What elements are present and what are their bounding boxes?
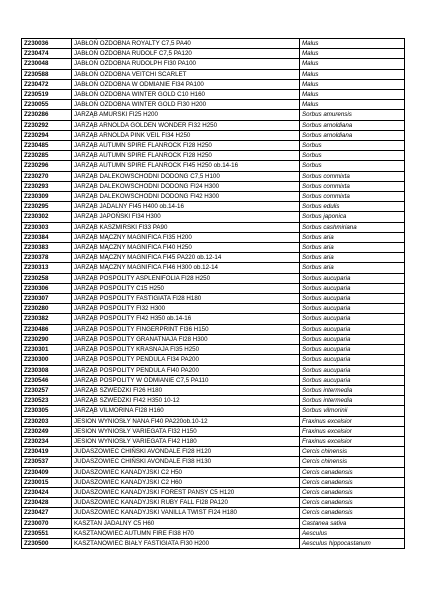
product-name-cell: JARZĄB DALEKOWSCHODNI DODONG FI42 H300 (72, 192, 300, 202)
product-name-cell: JARZĄB POSPOLITY GRANATNAJA FI28 H300 (72, 334, 300, 344)
product-table (21, 38, 405, 549)
latin-name-cell: Sorbus aucuparia (300, 294, 405, 304)
product-name-cell: JARZĄB SZWEDZKI FI42 H350 10-12 (72, 396, 300, 406)
product-code-cell: Z230419 (22, 447, 72, 457)
latin-name-cell: Sorbus aucuparia (300, 365, 405, 375)
product-name-cell: JARZĄB JADALNY FI45 H400 ob.14-16 (72, 202, 300, 212)
latin-name-cell: Sorbus edulis (300, 202, 405, 212)
product-name-cell: JARZĄB DALEKOWSCHODNI DODONG FI24 H300 (72, 181, 300, 191)
latin-name-cell: Malus (300, 59, 405, 69)
latin-name-cell: Sorbus commixta (300, 181, 405, 191)
product-name-cell: JARZĄB AMURSKI FI25 H200 (72, 110, 300, 120)
latin-name-cell: Sorbus cashmiriana (300, 222, 405, 232)
product-code-cell: Z230036 (22, 39, 72, 49)
latin-name-cell: Sorbus aria (300, 263, 405, 273)
product-code-cell: Z230070 (22, 518, 72, 528)
table-row (22, 334, 405, 344)
product-code-cell: Z230519 (22, 90, 72, 100)
product-name-cell: JESION WYNIOSŁY VARIEGATA FI42 H180 (72, 436, 300, 446)
table-row (22, 49, 405, 59)
product-name-cell: JABŁOŃ OZDOBNA W ODMIANIE FI34 PA100 (72, 79, 300, 89)
latin-name-cell: Sorbus aucuparia (300, 334, 405, 344)
product-code-cell: Z230249 (22, 426, 72, 436)
latin-name-cell: Malus (300, 49, 405, 59)
latin-name-cell: Sorbus (300, 151, 405, 161)
product-code-cell: Z230280 (22, 304, 72, 314)
product-name-cell: JARZĄB MĄCZNY MAGNIFICA FI46 H300 ob.12-14 (72, 263, 300, 273)
latin-name-cell: Cercis canadensis (300, 487, 405, 497)
table-row (22, 457, 405, 467)
table-row (22, 161, 405, 171)
latin-name-cell: Cercis canadensis (300, 477, 405, 487)
table-row (22, 385, 405, 395)
product-name-cell: JARZĄB POSPOLITY KRASNAJA FI35 H250 (72, 345, 300, 355)
table-row (22, 263, 405, 273)
product-code-cell: Z230308 (22, 365, 72, 375)
product-name-cell: JARZĄB POSPOLITY FINGERPRINT FI36 H150 (72, 324, 300, 334)
product-name-cell: JARZĄB ARNOLDA PINK VEIL FI34 H250 (72, 130, 300, 140)
table-row (22, 538, 405, 548)
latin-name-cell: Sorbus aria (300, 253, 405, 263)
product-name-cell: JARZĄB MĄCZNY MAGNIFICA FI35 H200 (72, 232, 300, 242)
table-row (22, 100, 405, 110)
latin-name-cell: Sorbus commixta (300, 192, 405, 202)
product-code-cell: Z230472 (22, 79, 72, 89)
product-name-cell: JARZĄB POSPOLITY FASTIGIATA FI28 H180 (72, 294, 300, 304)
product-code-cell: Z230307 (22, 294, 72, 304)
table-row (22, 406, 405, 416)
table-row (22, 294, 405, 304)
table-row (22, 365, 405, 375)
product-name-cell: JARZĄB MĄCZNY MAGNIFICA FI40 H250 (72, 243, 300, 253)
product-code-cell: Z230588 (22, 69, 72, 79)
product-name-cell: JUDASZOWIEC CHIŃSKI AVONDALE FI28 H120 (72, 447, 300, 457)
table-row (22, 120, 405, 130)
product-code-cell: Z230302 (22, 212, 72, 222)
product-code-cell: Z230234 (22, 436, 72, 446)
table-row (22, 273, 405, 283)
product-name-cell: JARZĄB JAPOŃSKI FI34 H300 (72, 212, 300, 222)
product-code-cell: Z230270 (22, 171, 72, 181)
table-row (22, 141, 405, 151)
table-row (22, 314, 405, 324)
table-row (22, 59, 405, 69)
latin-name-cell: Sorbus aucuparia (300, 273, 405, 283)
latin-name-cell: Sorbus aria (300, 243, 405, 253)
product-name-cell: JABŁOŃ OZDOBNA RUDOLPH FI30 PA100 (72, 59, 300, 69)
product-code-cell: Z230303 (22, 222, 72, 232)
product-name-cell: JARZĄB KASZMIRSKI FI33 PA90 (72, 222, 300, 232)
product-code-cell: Z230551 (22, 528, 72, 538)
product-code-cell: Z230424 (22, 487, 72, 497)
product-name-cell: JUDASZOWIEC KANADYJSKI VANILLA TWIST FI24 H180 (72, 508, 300, 518)
table-row (22, 110, 405, 120)
latin-name-cell: Sorbus aucuparia (300, 345, 405, 355)
latin-name-cell: Sorbus (300, 141, 405, 151)
table-row (22, 447, 405, 457)
table-row (22, 355, 405, 365)
product-code-cell: Z230048 (22, 59, 72, 69)
product-name-cell: JARZĄB POSPOLITY C15 H250 (72, 283, 300, 293)
table-row (22, 508, 405, 518)
table-row (22, 518, 405, 528)
product-code-cell: Z230409 (22, 467, 72, 477)
table-row (22, 426, 405, 436)
latin-name-cell: Aesculus hippocastanum (300, 538, 405, 548)
product-code-cell: Z230383 (22, 243, 72, 253)
product-name-cell: JARZĄB POSPOLITY PENDULA FI40 PA200 (72, 365, 300, 375)
latin-name-cell: Cercis canadensis (300, 508, 405, 518)
table-row (22, 171, 405, 181)
product-code-cell: Z230486 (22, 324, 72, 334)
latin-name-cell: Sorbus aucuparia (300, 375, 405, 385)
product-code-cell: Z230296 (22, 161, 72, 171)
table-row (22, 232, 405, 242)
latin-name-cell: Sorbus intermedia (300, 396, 405, 406)
product-code-cell: Z230300 (22, 355, 72, 365)
product-name-cell: JABŁOŃ OZDOBNA VEITCHI SCARLET (72, 69, 300, 79)
product-name-cell: JABŁOŃ OZDOBNA RUDOLF C7,5 PA120 (72, 49, 300, 59)
product-code-cell: Z230546 (22, 375, 72, 385)
product-name-cell: JARZĄB AUTUMN SPIRE FLANROCK FI45 H250 ob.14-16 (72, 161, 300, 171)
latin-name-cell: Sorbus arnoldiana (300, 120, 405, 130)
product-code-cell: Z230286 (22, 110, 72, 120)
table-row (22, 202, 405, 212)
table-row (22, 253, 405, 263)
product-code-cell: Z230292 (22, 120, 72, 130)
product-code-cell: Z230015 (22, 477, 72, 487)
product-name-cell: JUDASZOWIEC KANADYJSKI FOREST PANSY C5 H120 (72, 487, 300, 497)
product-name-cell: JUDASZOWIEC KANADYJSKI C2 H60 (72, 477, 300, 487)
product-name-cell: JUDASZOWIEC KANADYJSKI C2 H50 (72, 467, 300, 477)
product-code-cell: Z230294 (22, 130, 72, 140)
product-code-cell: Z230523 (22, 396, 72, 406)
table-row (22, 477, 405, 487)
table-row (22, 212, 405, 222)
product-code-cell: Z230290 (22, 334, 72, 344)
product-code-cell: Z230384 (22, 232, 72, 242)
product-code-cell: Z230309 (22, 192, 72, 202)
product-code-cell: Z230295 (22, 202, 72, 212)
table-row (22, 79, 405, 89)
latin-name-cell: Fraxinus excelsior (300, 426, 405, 436)
product-name-cell: JARZĄB AUTUMN SPIRE FLANROCK FI28 H250 (72, 141, 300, 151)
product-code-cell: Z230257 (22, 385, 72, 395)
table-row (22, 69, 405, 79)
table-row (22, 304, 405, 314)
product-table-container (21, 38, 404, 549)
product-code-cell: Z230537 (22, 457, 72, 467)
product-name-cell: JARZĄB MĄCZNY MAGNIFICA FI45 PA220 ob.12-14 (72, 253, 300, 263)
product-code-cell: Z230305 (22, 406, 72, 416)
product-code-cell: Z230293 (22, 181, 72, 191)
table-row (22, 487, 405, 497)
product-code-cell: Z230306 (22, 283, 72, 293)
latin-name-cell: Sorbus japonica (300, 212, 405, 222)
latin-name-cell: Sorbus commixta (300, 171, 405, 181)
latin-name-cell: Sorbus arnoldiana (300, 130, 405, 140)
product-code-cell: Z230258 (22, 273, 72, 283)
product-name-cell: KASZTANOWIEC BIAŁY FASTIGIATA FI30 H200 (72, 538, 300, 548)
latin-name-cell: Cercis canadensis (300, 467, 405, 477)
product-name-cell: KASZTANOWIEC AUTUMN FIRE FI38 H70 (72, 528, 300, 538)
latin-name-cell: Sorbus aria (300, 232, 405, 242)
table-row (22, 181, 405, 191)
latin-name-cell: Sorbus aucuparia (300, 283, 405, 293)
product-name-cell: JUDASZOWIEC KANADYJSKI RUBY FALL FI28 PA120 (72, 498, 300, 508)
latin-name-cell: Sorbus (300, 161, 405, 171)
product-code-cell: Z230382 (22, 314, 72, 324)
table-row (22, 324, 405, 334)
table-row (22, 130, 405, 140)
table-row (22, 39, 405, 49)
product-name-cell: JARZĄB AUTUMN SPIRE FLANROCK FI28 H250 (72, 151, 300, 161)
product-code-cell: Z230055 (22, 100, 72, 110)
product-code-cell: Z230500 (22, 538, 72, 548)
product-name-cell: JESION WYNIOSŁY VARIEGATA FI32 H150 (72, 426, 300, 436)
table-row (22, 498, 405, 508)
product-name-cell: JUDASZOWIEC CHIŃSKI AVONDALE FI38 H130 (72, 457, 300, 467)
latin-name-cell: Sorbus aucuparia (300, 355, 405, 365)
product-code-cell: Z230485 (22, 141, 72, 151)
product-name-cell: JARZĄB POSPOLITY FI42 H350 ob.14-16 (72, 314, 300, 324)
table-row (22, 345, 405, 355)
latin-name-cell: Fraxinus excelsior (300, 436, 405, 446)
latin-name-cell: Sorbus aucuparia (300, 324, 405, 334)
table-row (22, 436, 405, 446)
latin-name-cell: Cercis chinensis (300, 447, 405, 457)
product-name-cell: JARZĄB POSPOLITY FI32 H300 (72, 304, 300, 314)
product-name-cell: JARZĄB ARNOLDA GOLDEN WONDER FI32 H250 (72, 120, 300, 130)
latin-name-cell: Castanea sativa (300, 518, 405, 528)
product-code-cell: Z230301 (22, 345, 72, 355)
product-code-cell: Z230203 (22, 416, 72, 426)
product-name-cell: JABŁOŃ OZDOBNA ROYALTY C7,5 PA40 (72, 39, 300, 49)
latin-name-cell: Malus (300, 100, 405, 110)
table-row (22, 396, 405, 406)
product-code-cell: Z230313 (22, 263, 72, 273)
latin-name-cell: Cercis canadensis (300, 498, 405, 508)
latin-name-cell: Malus (300, 90, 405, 100)
latin-name-cell: Fraxinus excelsior (300, 416, 405, 426)
table-row (22, 151, 405, 161)
product-name-cell: JARZĄB POSPOLITY PENDULA FI34 PA200 (72, 355, 300, 365)
table-row (22, 222, 405, 232)
product-code-cell: Z230474 (22, 49, 72, 59)
table-row (22, 375, 405, 385)
product-code-cell: Z230428 (22, 498, 72, 508)
table-row (22, 416, 405, 426)
product-name-cell: JABŁOŃ OZDOBNA WINTER GOLD FI30 H200 (72, 100, 300, 110)
latin-name-cell: Sorbus aucuparia (300, 304, 405, 314)
table-row (22, 243, 405, 253)
product-name-cell: JARZĄB DALEKOWSCHODNI DODONG C7,5 H100 (72, 171, 300, 181)
latin-name-cell: Malus (300, 69, 405, 79)
latin-name-cell: Malus (300, 79, 405, 89)
product-name-cell: JESION WYNIOSŁY NANA FI40 PA220ob.10-12 (72, 416, 300, 426)
latin-name-cell: Sorbus aucuparia (300, 314, 405, 324)
latin-name-cell: Sorbus amurensis (300, 110, 405, 120)
product-name-cell: JARZĄB VILMORINA FI28 H160 (72, 406, 300, 416)
table-row (22, 283, 405, 293)
product-name-cell: JARZĄB POSPOLITY ASPLENIFOLIA FI28 H250 (72, 273, 300, 283)
latin-name-cell: Sorbus intermedia (300, 385, 405, 395)
product-code-cell: Z230285 (22, 151, 72, 161)
table-row (22, 192, 405, 202)
latin-name-cell: Sorbus vilmorinii (300, 406, 405, 416)
table-row (22, 528, 405, 538)
latin-name-cell: Cercis chinensis (300, 457, 405, 467)
product-name-cell: KASZTAN JADALNY C5 H60 (72, 518, 300, 528)
product-code-cell: Z230378 (22, 253, 72, 263)
table-row (22, 467, 405, 477)
table-row (22, 90, 405, 100)
product-name-cell: JARZĄB POSPOLITY W ODMIANIE C7,5 PA110 (72, 375, 300, 385)
product-name-cell: JABŁOŃ OZDOBNA WINTER GOLD C10 H160 (72, 90, 300, 100)
latin-name-cell: Malus (300, 39, 405, 49)
product-name-cell: JARZĄB SZWEDZKI FI26 H180 (72, 385, 300, 395)
latin-name-cell: Aesculus (300, 528, 405, 538)
product-code-cell: Z230427 (22, 508, 72, 518)
product-table-body (22, 39, 405, 549)
